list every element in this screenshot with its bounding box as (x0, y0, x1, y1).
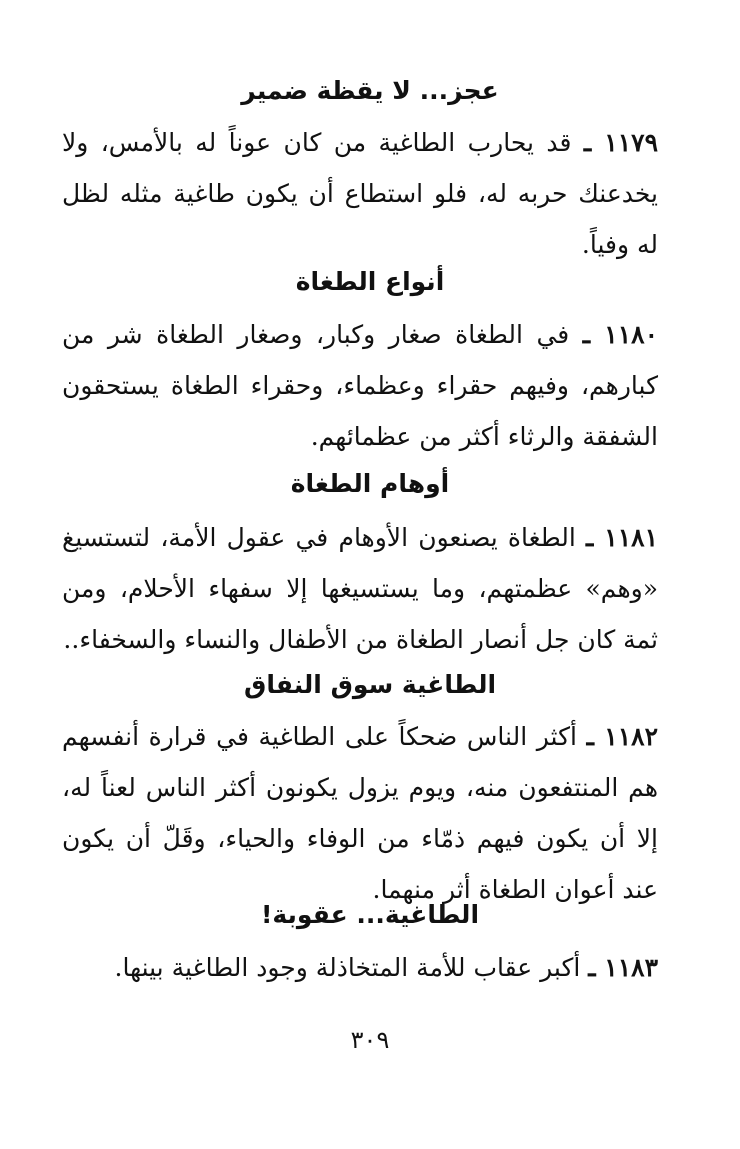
aphorism-number: ١١٨٠ ـ (582, 320, 659, 349)
aphorism-number: ١١٨٢ ـ (586, 722, 658, 751)
aphorism-number: ١١٨١ ـ (585, 523, 658, 552)
aphorism-number: ١١٨٣ ـ (588, 953, 658, 982)
aphorism-text: الطغاة يصنعون الأوهام في عقول الأمة، لتستسيغ «وهم» عظمتهم، وما يستسيغها إلا سفهاء الأحلام، ومن ثمة كان جل أنصار الطغاة من الأطفال والنساء والسخفاء.. (62, 523, 658, 654)
page-number: ٣٠٩ (350, 1026, 390, 1054)
section-heading: الطاغية سوق النفاق (243, 670, 497, 699)
aphorism-text: في الطغاة صغار وكبار، وصغار الطغاة شر من كبارهم، وفيهم حقراء وعظماء، وحقراء الطغاة يستحقون الشفقة والرثاء أكثر من عظمائهم. (62, 320, 658, 451)
section-heading: عجز... لا يقظة ضمير (241, 76, 499, 105)
section-heading: الطاغية... عقوبة! (260, 900, 480, 929)
aphorism-paragraph (62, 512, 658, 665)
section-heading: أوهام الطغاة (290, 469, 450, 498)
aphorism-paragraph (62, 117, 658, 270)
aphorism-paragraph (62, 942, 658, 993)
aphorism-paragraph (62, 309, 658, 462)
aphorism-text: أكبر عقاب للأمة المتخاذلة وجود الطاغية بينها. (114, 953, 581, 982)
aphorism-number: ١١٧٩ ـ (583, 128, 658, 157)
aphorism-text: أكثر الناس ضحكاً على الطاغية في قرارة أنفسهم هم المنتفعون منه، ويوم يزول يكونون أكثر الناس لعناً له، إلا أن يكون فيهم ذمّاء من الوفاء والحياء، وقَلّ أن يكون عند أعوان الطغاة أثر منهما. (62, 722, 658, 904)
aphorism-text: قد يحارب الطاغية من كان عوناً له بالأمس، ولا يخدعنك حربه له، فلو استطاع أن يكون طاغية مثله لظل له وفياً. (62, 128, 658, 259)
section-heading: أنواع الطغاة (295, 267, 445, 296)
aphorism-paragraph (62, 711, 658, 915)
